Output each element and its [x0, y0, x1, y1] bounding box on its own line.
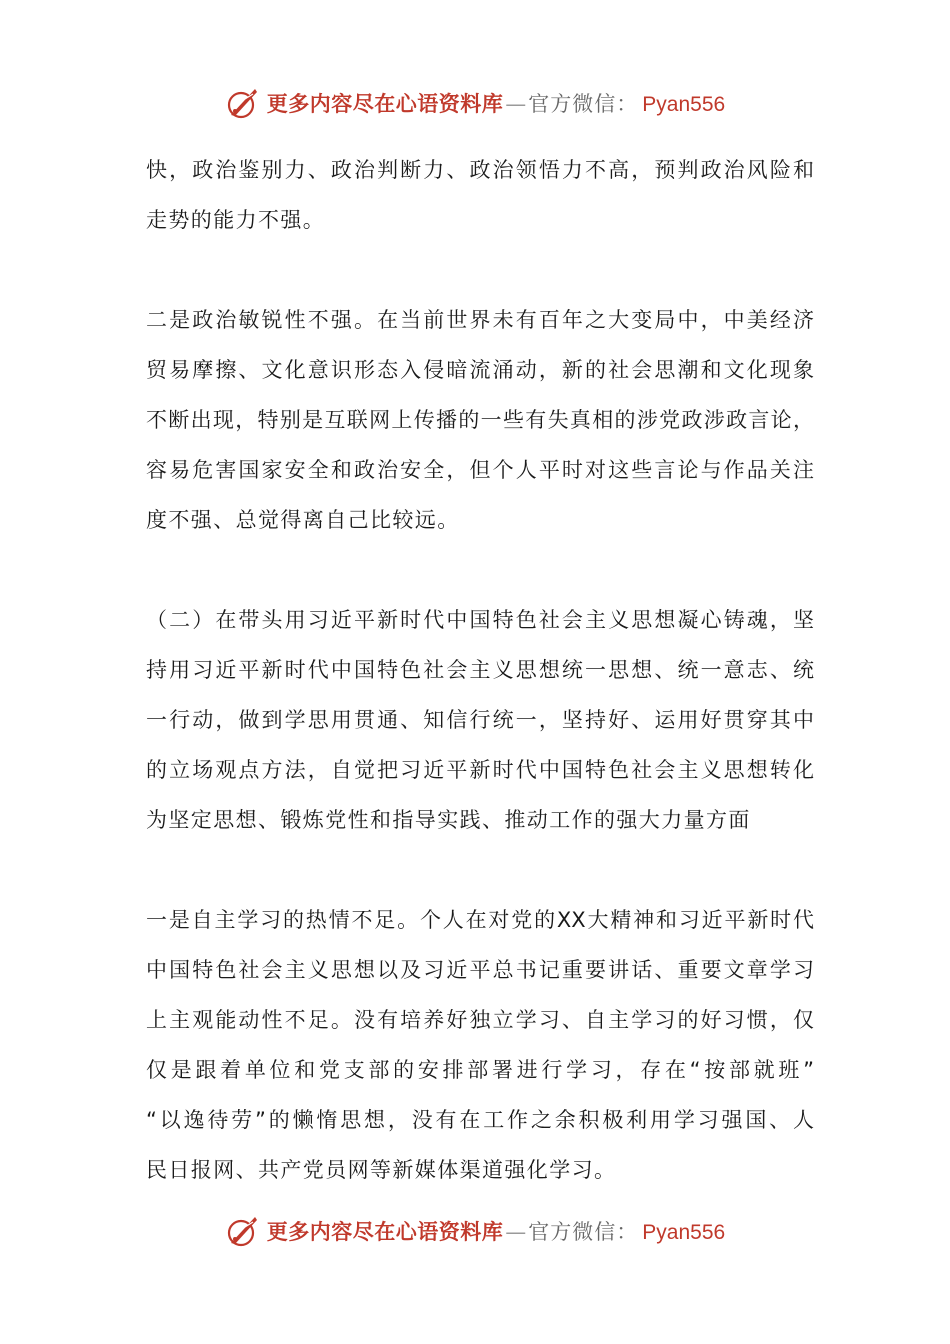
- paragraph-3: [146, 595, 814, 845]
- header-banner-id: Pyan556: [642, 93, 726, 116]
- text-line: 民日报网、共产党员网等新媒体渠道强化学习。: [146, 1158, 617, 1182]
- paragraph-gap: [146, 545, 814, 595]
- text-line: 贸易摩擦、文化意识形态入侵暗流涌动，新的社会思潮和文化现象: [146, 358, 814, 382]
- paragraph-1: [146, 145, 814, 245]
- footer-banner-main: 更多内容尽在心语资料库: [266, 1219, 504, 1244]
- footer-banner-id: Pyan556: [642, 1221, 726, 1244]
- text-line: 容易危害国家安全和政治安全，但个人平时对这些言论与作品关注: [146, 458, 814, 482]
- paragraph-2: [146, 295, 814, 545]
- quill-seal-icon: [225, 85, 261, 121]
- text-line: 二是政治敏锐性不强。在当前世界未有百年之大变局中，中美经济: [146, 308, 814, 332]
- text-line: 一是自主学习的热情不足。个人在对党的XX大精神和习近平新时代: [146, 908, 814, 932]
- text-line: 的立场观点方法，自觉把习近平新时代中国特色社会主义思想转化: [146, 758, 814, 782]
- text-line: 一行动，做到学思用贯通、知信行统一，坚持好、运用好贯穿其中: [146, 708, 814, 732]
- text-line: 度不强、总觉得离自己比较远。: [146, 508, 460, 532]
- header-banner: [0, 83, 950, 123]
- text-line: （二）在带头用习近平新时代中国特色社会主义思想凝心铸魂，坚: [146, 608, 814, 632]
- paragraph-gap: [146, 845, 814, 895]
- quill-seal-icon: [225, 1213, 261, 1249]
- text-line: 持用习近平新时代中国特色社会主义思想统一思想、统一意志、统: [146, 658, 814, 682]
- text-line: “以逸待劳”的懒惰思想，没有在工作之余积极利用学习强国、人: [146, 1108, 814, 1132]
- footer-banner-dash: —: [505, 1220, 527, 1244]
- text-line: 仅是跟着单位和党支部的安排部署进行学习，存在“按部就班”: [146, 1058, 814, 1082]
- text-line: 走势的能力不强。: [146, 208, 326, 232]
- text-line: 中国特色社会主义思想以及习近平总书记重要讲话、重要文章学习: [146, 958, 814, 982]
- text-line: 上主观能动性不足。没有培养好独立学习、自主学习的好习惯，仅: [146, 1008, 814, 1032]
- paragraph-gap: [146, 245, 814, 295]
- text-line: 为坚定思想、锻炼党性和指导实践、推动工作的强大力量方面: [146, 808, 751, 832]
- text-line: 不断出现，特别是互联网上传播的一些有失真相的涉党政涉政言论，: [146, 408, 814, 432]
- document-body: [146, 145, 814, 1195]
- footer-banner-sub: 官方微信：: [528, 1220, 639, 1244]
- paragraph-4: [146, 895, 814, 1195]
- header-banner-sub: 官方微信：: [528, 92, 639, 116]
- header-banner-main: 更多内容尽在心语资料库: [266, 91, 504, 116]
- footer-banner: [0, 1211, 950, 1251]
- text-line: 快，政治鉴别力、政治判断力、政治领悟力不高，预判政治风险和: [146, 158, 814, 182]
- header-banner-dash: —: [505, 92, 527, 116]
